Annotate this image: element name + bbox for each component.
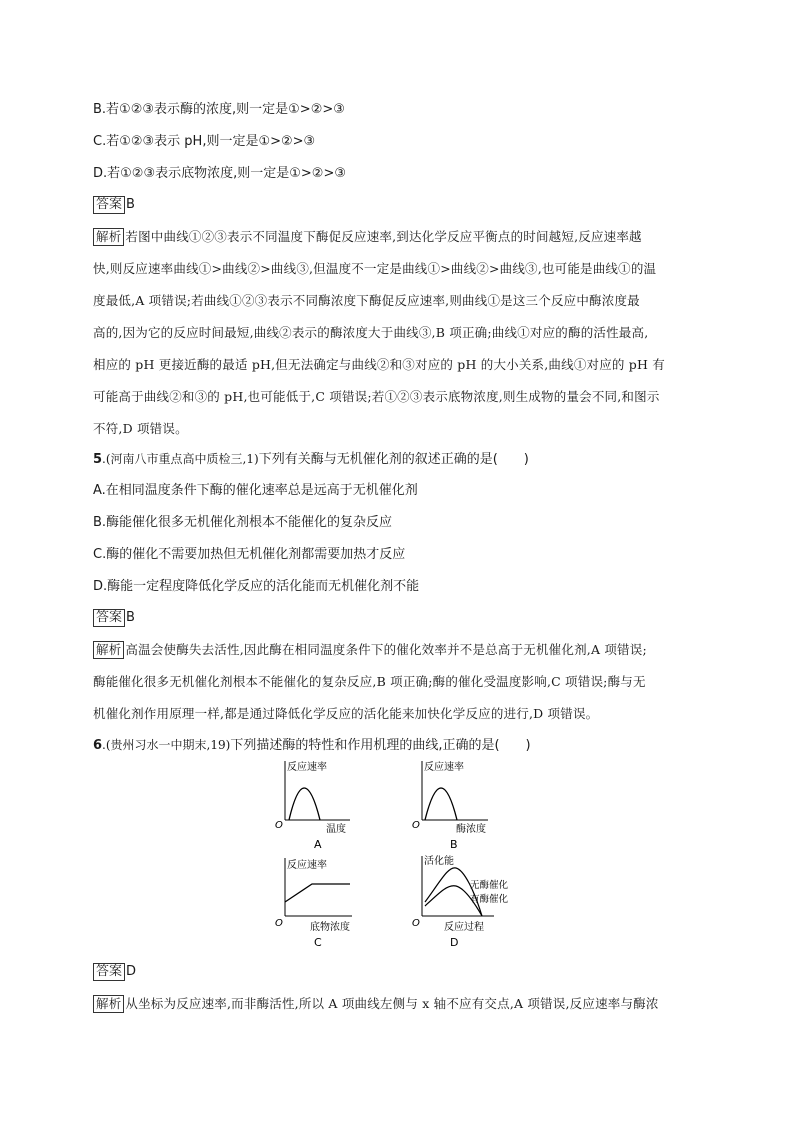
curve — [425, 788, 457, 820]
caption: B — [450, 838, 458, 851]
curve — [285, 884, 350, 902]
origin-label: O — [275, 820, 283, 831]
x-label: 温度 — [326, 824, 346, 835]
q6-graphs-figure — [268, 756, 568, 956]
q5-option-c: C.酶的催化不需要加热但无机催化剂都需要加热才反应 — [93, 547, 406, 562]
q5-stem — [93, 450, 529, 469]
q4-analysis-line: 不符,D 项错误。 — [93, 421, 188, 436]
curve-label-no-enzyme: 无酶催化 — [470, 880, 509, 891]
question-number: 5 — [93, 452, 103, 467]
answer-value: B — [126, 197, 135, 212]
origin-label: O — [412, 820, 420, 831]
q5-analysis-line — [93, 641, 647, 659]
q5-analysis-line: 机催化剂作用原理一样,都是通过降低化学反应的活化能来加快化学反应的进行,D 项错误。 — [93, 706, 599, 721]
analysis-text: 从坐标为反应速率,而非酶活性,所以 A 项曲线左侧与 x 轴不应有交点,A 项错误,反应速率与酶浓 — [125, 996, 659, 1011]
graph-c — [275, 858, 352, 949]
q4-analysis-line: 度最低,A 项错误;若曲线①②③表示不同酶浓度下酶促反应速率,则曲线①是这三个反应中酶浓度最 — [93, 293, 640, 308]
q6-answer — [93, 963, 136, 981]
answer-tag: 答案 — [93, 609, 125, 627]
graph-b — [412, 760, 488, 851]
q6-stem — [93, 736, 531, 755]
q4-analysis-line: 可能高于曲线②和③的 pH,也可能低于,C 项错误;若①②③表示底物浓度,则生成物的量会不同,和图示 — [93, 389, 660, 404]
curve-label-enzyme: 有酶催化 — [470, 894, 509, 905]
option-d-prev: D.若①②③表示底物浓度,则一定是①>②>③ — [93, 166, 346, 181]
question-text: 下列有关酶与无机催化剂的叙述正确的是( ) — [258, 452, 529, 467]
answer-value: B — [126, 610, 135, 625]
graph-d — [412, 854, 509, 949]
option-b-prev: B.若①②③表示酶的浓度,则一定是①>②>③ — [93, 102, 345, 117]
option-c-prev: C.若①②③表示 pH,则一定是①>②>③ — [93, 134, 316, 149]
q6-analysis-line — [93, 995, 659, 1013]
analysis-tag: 解析 — [93, 995, 124, 1013]
origin-label: O — [412, 918, 420, 929]
analysis-text: 若图中曲线①②③表示不同温度下酶促反应速率,到达化学反应平衡点的时间越短,反应速率越 — [125, 229, 642, 244]
y-label: 活化能 — [424, 856, 454, 867]
y-label: 反应速率 — [287, 762, 327, 773]
answer-tag: 答案 — [93, 963, 125, 981]
answer-value: D — [126, 964, 137, 979]
x-label: 酶浓度 — [456, 824, 486, 835]
question-source: .(河南八市重点高中质检三,1) — [102, 452, 259, 466]
answer-tag: 答案 — [93, 196, 125, 214]
q4-analysis-line: 高的,因为它的反应时间最短,曲线②表示的酶浓度大于曲线③,B 项正确;曲线①对应的酶的活性最高, — [93, 325, 649, 340]
question-text: 下列描述酶的特性和作用机理的曲线,正确的是( ) — [230, 738, 531, 753]
graph-a — [275, 760, 350, 851]
q4-analysis-line: 相应的 pH 更接近酶的最适 pH,但无法确定与曲线②和③对应的 pH 的大小关系,曲线①对应的 pH 有 — [93, 357, 665, 372]
x-label: 反应过程 — [444, 922, 484, 933]
q5-option-b: B.酶能催化很多无机催化剂根本不能催化的复杂反应 — [93, 515, 393, 530]
analysis-text: 高温会使酶失去活性,因此酶在相同温度条件下的催化效率并不是总高于无机催化剂,A 项错误; — [125, 642, 647, 657]
q4-answer — [93, 196, 135, 214]
y-label: 反应速率 — [424, 762, 464, 773]
x-label: 底物浓度 — [310, 922, 350, 933]
curve-no-enzyme — [425, 868, 482, 916]
analysis-tag: 解析 — [93, 641, 124, 659]
caption: C — [314, 936, 322, 949]
y-label: 反应速率 — [287, 860, 327, 871]
question-source: .(贵州习水一中期末,19) — [102, 738, 231, 752]
q4-analysis-line: 快,则反应速率曲线①>曲线②>曲线③,但温度不一定是曲线①>曲线②>曲线③,也可能是曲线①的温 — [93, 261, 657, 276]
q5-option-d: D.酶能一定程度降低化学反应的活化能而无机催化剂不能 — [93, 579, 420, 594]
analysis-tag: 解析 — [93, 228, 124, 246]
q5-analysis-line: 酶能催化很多无机催化剂根本不能催化的复杂反应,B 项正确;酶的催化受温度影响,C 项错误;酶与无 — [93, 674, 646, 689]
q5-option-a: A.在相同温度条件下酶的催化速率总是远高于无机催化剂 — [93, 483, 418, 498]
caption: D — [450, 936, 459, 949]
caption: A — [314, 838, 322, 851]
question-number: 6 — [93, 738, 103, 753]
curve — [289, 788, 320, 820]
origin-label: O — [275, 918, 283, 929]
q5-answer — [93, 609, 135, 627]
q4-analysis-line — [93, 228, 642, 246]
